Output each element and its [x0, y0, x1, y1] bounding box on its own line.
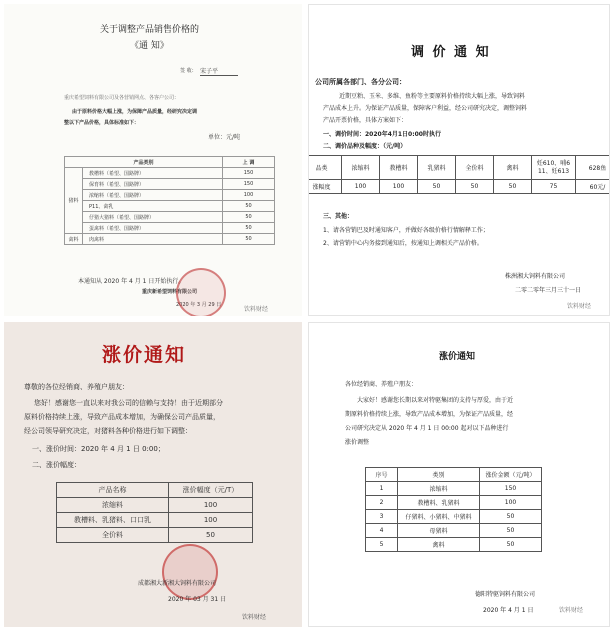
- doc4-watermark: 饮料财经: [559, 607, 584, 614]
- doc1-watermark: 饮料财经: [244, 306, 269, 313]
- doc1-header-adjust: 上 调: [223, 157, 275, 168]
- table-row: [57, 498, 253, 513]
- table-row: [366, 510, 542, 524]
- doc1-row-name: 保育料（希望、国路牌）: [83, 179, 223, 190]
- doc3-body-line-1: 原料价格持续上涨，导致产品成本增加，为确保公司产品质量，: [24, 413, 220, 421]
- table-row: [57, 513, 253, 528]
- notice-doc-4: [308, 322, 610, 627]
- doc3-company: 成都湘大新湘大饲料有限公司: [138, 580, 217, 587]
- doc1-body-line-1: 由于原料价格大幅上涨，为保障产品质量，经研究决定调: [72, 109, 198, 115]
- doc3-seal: [162, 544, 218, 600]
- doc3-watermark: 饮料财经: [242, 614, 267, 621]
- doc2-header-cell: 禽料: [494, 156, 532, 180]
- doc4-row-no: 3: [366, 510, 398, 524]
- doc1-title: 关于调整产品销售价格的: [100, 25, 200, 35]
- doc2-header-cell: 628鱼: [576, 156, 611, 180]
- doc3-section-2: 二、涨价幅度：: [32, 461, 81, 469]
- doc2-section-3: 三、其他：: [323, 213, 354, 220]
- doc1-row-value: 50: [223, 234, 275, 245]
- doc2-value-cell: 50: [418, 180, 456, 194]
- doc2-header-cell: 品类: [308, 156, 342, 180]
- doc1-company: 重庆新希望饲料有限公司: [142, 289, 198, 295]
- doc2-header-cell: 浓缩料: [342, 156, 380, 180]
- doc3-section-1: 一、涨价时间：2020 年 4 月 1 日 0:00；: [32, 445, 165, 453]
- doc4-price-table: [365, 467, 542, 552]
- doc2-value-cell: 75: [532, 180, 576, 194]
- doc4-row-no: 2: [366, 496, 398, 510]
- doc1-row-value: 100: [223, 190, 275, 201]
- doc3-row-value: 50: [169, 528, 253, 543]
- doc2-header-line-1: 妊610、哺6: [536, 159, 571, 167]
- doc3-row-value: 100: [169, 513, 253, 528]
- doc2-body-line-2: 产品成本上升。为保证产品质量，保障客户利益，经公司研究决定，调整饲料: [323, 105, 528, 112]
- doc4-row-name: 浓缩料: [398, 482, 480, 496]
- doc4-salutation: 各位经销商、养殖户朋友：: [345, 381, 418, 388]
- table-row: [65, 190, 275, 201]
- doc1-sign-value: 宋子平: [200, 66, 238, 76]
- doc2-price-table: [308, 155, 610, 194]
- doc1-seal: [176, 268, 226, 316]
- doc4-row-value: 150: [480, 482, 542, 496]
- table-row: [65, 212, 275, 223]
- doc3-row-name: 全价料: [57, 528, 169, 543]
- doc2-header-cell: 教槽料: [380, 156, 418, 180]
- doc3-price-table: [56, 482, 253, 543]
- table-row: [366, 538, 542, 552]
- doc2-company: 株洲湘大饲料有限公司: [505, 273, 566, 280]
- table-row: [65, 234, 275, 245]
- doc2-value-cell: 100: [342, 180, 380, 194]
- doc4-header-amount: 涨价金额（元/吨）: [480, 468, 542, 482]
- doc2-header-line-2: 11、妊613: [537, 167, 570, 175]
- table-row: [366, 524, 542, 538]
- doc1-row-value: 50: [223, 212, 275, 223]
- doc2-header-cell: 乳猪料: [418, 156, 456, 180]
- doc4-row-no: 5: [366, 538, 398, 552]
- table-row: [366, 496, 542, 510]
- table-row: [65, 223, 275, 234]
- doc3-body-line-2: 经公司领导研究决定，对猪料各种价格进行如下调整：: [24, 427, 192, 435]
- notice-doc-1: [4, 4, 302, 316]
- doc2-header-cell: 全价料: [456, 156, 494, 180]
- doc4-row-no: 4: [366, 524, 398, 538]
- doc3-row-name: 浓缩料: [57, 498, 169, 513]
- doc2-section-2: 二、调价品种及幅度：（元/吨）: [323, 143, 407, 150]
- table-row: [366, 482, 542, 496]
- doc1-effective: 本通知从 2020 年 4 月 1 日开始执行。: [78, 278, 185, 285]
- doc2-value-cell: 涨幅度: [308, 180, 342, 194]
- doc4-row-name: 仔猪料、小猪料、中猪料: [398, 510, 480, 524]
- doc2-header-cell-multi: [532, 156, 576, 180]
- doc4-date: 2020 年 4 月 1 日: [483, 607, 534, 614]
- doc3-salutation: 尊敬的各位经销商、养殖户朋友：: [24, 383, 129, 391]
- doc2-date: 二零二零年三月三十一日: [515, 287, 582, 294]
- table-row: [308, 180, 610, 194]
- doc3-row-value: 100: [169, 498, 253, 513]
- table-row: [57, 483, 253, 498]
- doc3-date: 2020 年 03 月 31 日: [168, 596, 227, 603]
- table-row: [308, 156, 610, 180]
- doc3-header-name: 产品名称: [57, 483, 169, 498]
- notice-doc-2: [308, 4, 610, 316]
- doc4-header-no: 序号: [366, 468, 398, 482]
- doc2-value-cell: 100: [380, 180, 418, 194]
- doc1-subtitle: 《通 知》: [130, 41, 169, 51]
- doc1-price-table: [64, 156, 275, 245]
- doc1-row-name: 教槽料（希望、国路牌）: [83, 168, 223, 179]
- doc1-recipient: 重庆希望饲料有限公司及各营销网点、各客户公司：: [64, 95, 180, 101]
- doc4-row-name: 母猪料: [398, 524, 480, 538]
- doc1-row-value: 50: [223, 201, 275, 212]
- doc1-unit: 单位：元/吨: [208, 134, 241, 141]
- notice-doc-3: [4, 322, 302, 627]
- doc1-row-value: 150: [223, 179, 275, 190]
- doc1-row-name: P11、禽乳: [83, 201, 223, 212]
- doc4-row-no: 1: [366, 482, 398, 496]
- doc1-row-value: 50: [223, 223, 275, 234]
- doc4-company: 德阳特驱饲料有限公司: [475, 591, 536, 598]
- doc1-sign-label: 签 收：: [180, 68, 197, 74]
- doc4-body-line-3: 公司研究决定从 2020 年 4 月 1 日 00:00 起对以下品种进行: [345, 425, 509, 432]
- doc1-row-name: 浓缩料（希望、国路牌）: [83, 190, 223, 201]
- doc4-body-line-4: 涨价调整: [345, 439, 370, 446]
- doc4-row-value: 50: [480, 524, 542, 538]
- doc3-header-value: 涨价幅度（元/T）: [169, 483, 253, 498]
- doc1-date: 2020 年 3 月 29 日: [176, 302, 222, 308]
- doc2-watermark: 饮料财经: [567, 303, 592, 310]
- doc2-other-2: 2、请营销中心内务接到通知后，按通知上调相关产品价格。: [323, 240, 483, 247]
- doc2-value-cell: 50: [494, 180, 532, 194]
- doc1-group-poultry: 禽料: [65, 234, 83, 245]
- doc4-body-line-1: 大家好！感谢您长期以来对特驱集团的支持与厚爱，由于近: [357, 397, 514, 404]
- doc1-header-category: 产品类别: [65, 157, 223, 168]
- doc2-salutation: 公司所属各部门、各分公司：: [315, 78, 406, 86]
- doc4-title: 涨价通知: [439, 352, 476, 362]
- table-row: [65, 179, 275, 190]
- doc1-body-line-2: 整以下产品价格，具体标准如下：: [64, 120, 140, 126]
- doc2-value-cell: 50: [456, 180, 494, 194]
- doc2-title: 调 价 通 知: [411, 45, 491, 60]
- doc4-row-name: 禽料: [398, 538, 480, 552]
- doc4-row-value: 100: [480, 496, 542, 510]
- doc3-row-name: 教槽料、乳猪料、口口乳: [57, 513, 169, 528]
- doc1-row-name: 蛋禽料（希望、国路牌）: [83, 223, 223, 234]
- doc2-body-line-3: 产品开票价格，具体方案如下：: [323, 117, 408, 124]
- doc4-row-value: 50: [480, 538, 542, 552]
- doc2-other-1: 1、请各营销巴及时通知客户，并做好各级价格行情解释工作；: [323, 227, 489, 234]
- doc4-row-name: 教槽料、乳猪料: [398, 496, 480, 510]
- doc3-title: 涨价通知: [102, 344, 187, 366]
- table-row: [65, 201, 275, 212]
- table-row: [57, 528, 253, 543]
- doc1-row-name: 仔猪大猪料（希望、国路牌）: [83, 212, 223, 223]
- doc1-row-name: 肉禽料: [83, 234, 223, 245]
- doc4-header-category: 类别: [398, 468, 480, 482]
- doc2-value-cell: 60元/: [576, 180, 611, 194]
- doc3-greeting: 您好！感谢您一直以来对我公司的信赖与支持！由于近期部分: [34, 399, 223, 407]
- doc2-section-1: 一、调价时间：2020年4月1日0:00时执行: [323, 131, 441, 138]
- doc1-group-pig: 猪料: [65, 168, 83, 234]
- doc4-row-value: 50: [480, 510, 542, 524]
- table-row: [65, 168, 275, 179]
- table-row: [65, 157, 275, 168]
- doc1-row-value: 150: [223, 168, 275, 179]
- table-row: [366, 468, 542, 482]
- doc4-body-line-2: 期原料价格持续上涨，导致产品成本增加，为保证产品质量，经: [345, 411, 514, 418]
- doc2-body-line-1: 近期豆粕、玉米、多维、鱼粉等主要原料价格持续大幅上涨，导致饲料: [339, 93, 526, 100]
